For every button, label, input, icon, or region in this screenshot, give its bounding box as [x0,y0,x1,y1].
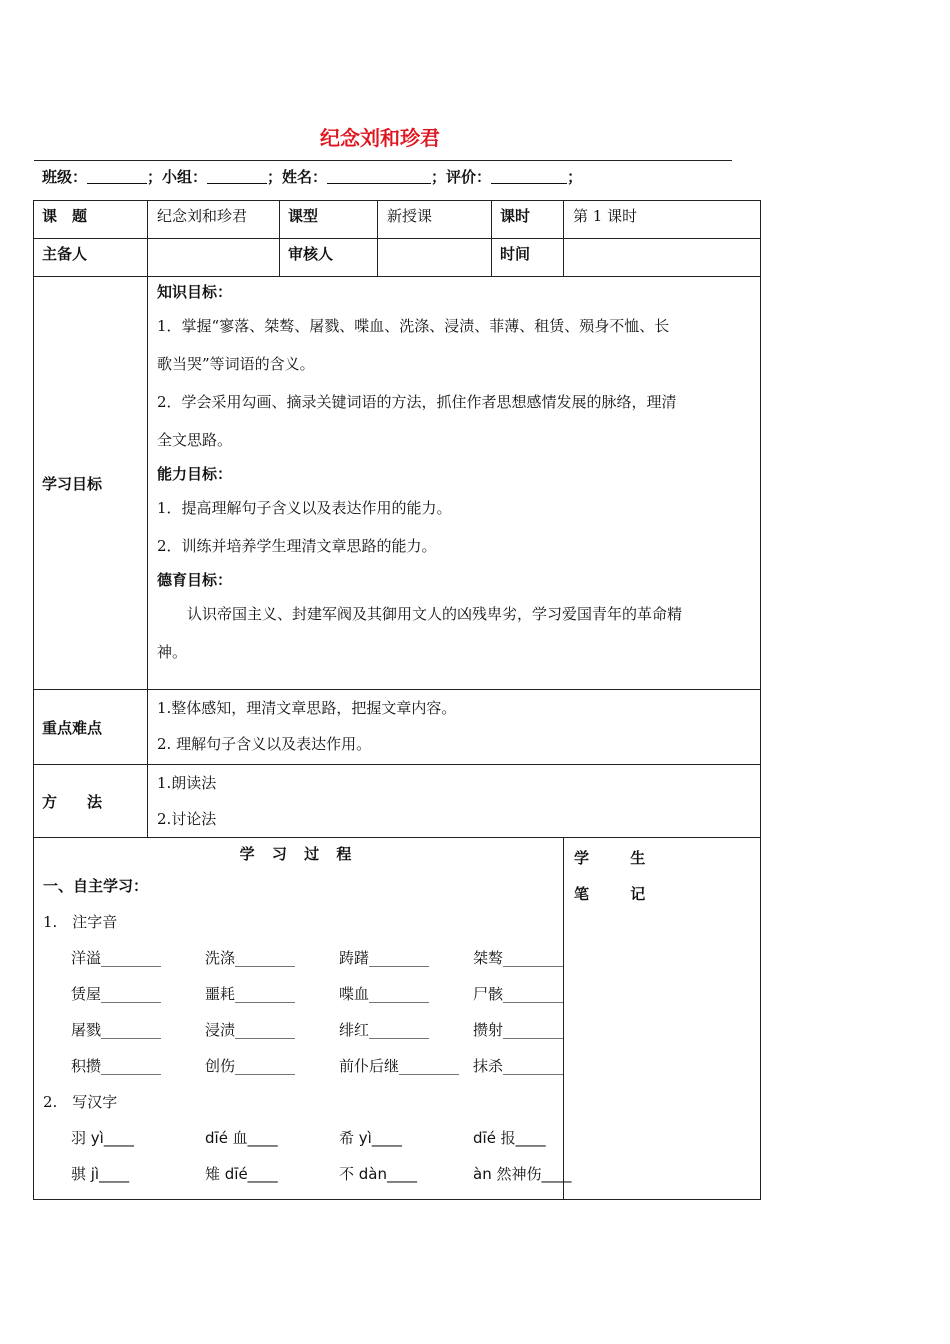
group-blank[interactable] [207,169,267,184]
knowledge-1: 1．掌握“寥落、桀骜、屠戮、喋血、洗涤、浸渍、菲薄、租赁、殒身不恤、长 [157,317,670,335]
word-item[interactable]: 屠戮________ [71,1021,162,1039]
goals-label: 学习目标 [34,277,148,690]
method-content [148,765,761,838]
write-item[interactable]: 不 dàn____ [339,1165,417,1183]
eval-label: ；评价： [431,168,492,186]
moral-heading: 德育目标： [157,571,233,589]
ability-2: 2．训练并培养学生理清文章思路的能力。 [157,537,437,555]
moral-1: 认识帝国主义、封建军阀及其御用文人的凶残卑劣，学习爱国青年的革命精 [187,605,683,623]
keypoints-label: 重点难点 [34,690,148,765]
pronunciation-task: 1. 注字音 [43,913,118,931]
word-item[interactable]: 尸骸________ [473,985,564,1003]
class-blank[interactable] [87,169,147,184]
keypoints-content [148,690,761,765]
type-value: 新授课 [378,201,492,239]
reviewer-label: 审核人 [280,239,378,277]
topic-value: 纪念刘和珍君 [148,201,280,239]
notes-label-1: 学 生 [574,849,664,867]
pronunciation-grid [34,940,563,1084]
period-value: 第 1 课时 [564,201,761,239]
group-label: ；小组： [147,168,208,186]
self-study-heading: 一、自主学习： [43,877,149,895]
knowledge-heading: 知识目标： [157,283,233,301]
eval-blank[interactable] [491,169,567,184]
writing-grid [34,1120,572,1192]
name-label: ；姓名： [267,168,328,186]
word-item[interactable]: 浸渍________ [205,1021,296,1039]
write-item[interactable]: dīé 血____ [205,1129,278,1147]
keypoint-1: 1.整体感知，理清文章思路，把握文章内容。 [157,699,457,717]
ability-1: 1．提高理解句子含义以及表达作用的能力。 [157,499,452,517]
author-value[interactable] [148,239,280,277]
moral-1b: 神。 [157,643,188,661]
method-label: 方 法 [34,765,148,838]
write-item[interactable]: àn 然神伤____ [473,1165,572,1183]
method-1: 1.朗读法 [157,774,217,792]
word-item[interactable]: 洋溢________ [71,949,162,967]
process-content [34,838,572,1200]
word-item[interactable]: 积攒________ [71,1057,162,1075]
word-item[interactable]: 攒射________ [473,1021,564,1039]
lesson-plan-table [33,200,761,1200]
word-item[interactable]: 桀骜________ [473,949,564,967]
page-title: 纪念刘和珍君 [320,126,440,150]
write-item[interactable]: 羽 yì____ [71,1129,134,1147]
keypoint-2: 2. 理解句子含义以及表达作用。 [157,735,372,753]
word-item[interactable]: 踌躇________ [339,949,430,967]
write-item[interactable]: 希 yì____ [339,1129,402,1147]
author-label: 主备人 [34,239,148,277]
write-item[interactable]: 雉 dīé____ [205,1165,278,1183]
word-item[interactable]: 创伤________ [205,1057,296,1075]
word-item[interactable]: 喋血________ [339,985,430,1003]
reviewer-value[interactable] [378,239,492,277]
type-label: 课型 [280,201,378,239]
knowledge-1b: 歌当哭”等词语的含义。 [157,355,315,373]
info-end: ； [567,168,583,186]
time-label: 时间 [492,239,564,277]
write-item[interactable]: dīé 报____ [473,1129,546,1147]
writing-task: 2. 写汉字 [43,1093,118,1111]
word-item[interactable]: 绯红________ [339,1021,430,1039]
word-item[interactable]: 噩耗________ [205,985,296,1003]
word-item[interactable]: 抹杀________ [473,1057,564,1075]
knowledge-2b: 全文思路。 [157,431,233,449]
notes-label-2: 笔 记 [574,885,664,903]
write-item[interactable]: 骐 jì____ [71,1165,130,1183]
process-title: 学 习 过 程 [239,845,358,863]
time-value[interactable] [564,239,761,277]
class-label: 班级： [42,168,88,186]
word-item[interactable]: 赁屋________ [71,985,162,1003]
method-2: 2.讨论法 [157,810,217,828]
knowledge-2: 2．学会采用勾画、摘录关键词语的方法，抓住作者思想感情发展的脉络，理清 [157,393,677,411]
student-info-line [42,166,582,187]
title-divider [34,160,732,161]
period-label: 课时 [492,201,564,239]
goals-content [148,277,761,690]
word-item[interactable]: 前仆后继________ [339,1057,460,1075]
topic-label: 课 题 [34,201,148,239]
name-blank[interactable] [327,169,431,184]
ability-heading: 能力目标： [157,465,233,483]
word-item[interactable]: 洗涤________ [205,949,296,967]
